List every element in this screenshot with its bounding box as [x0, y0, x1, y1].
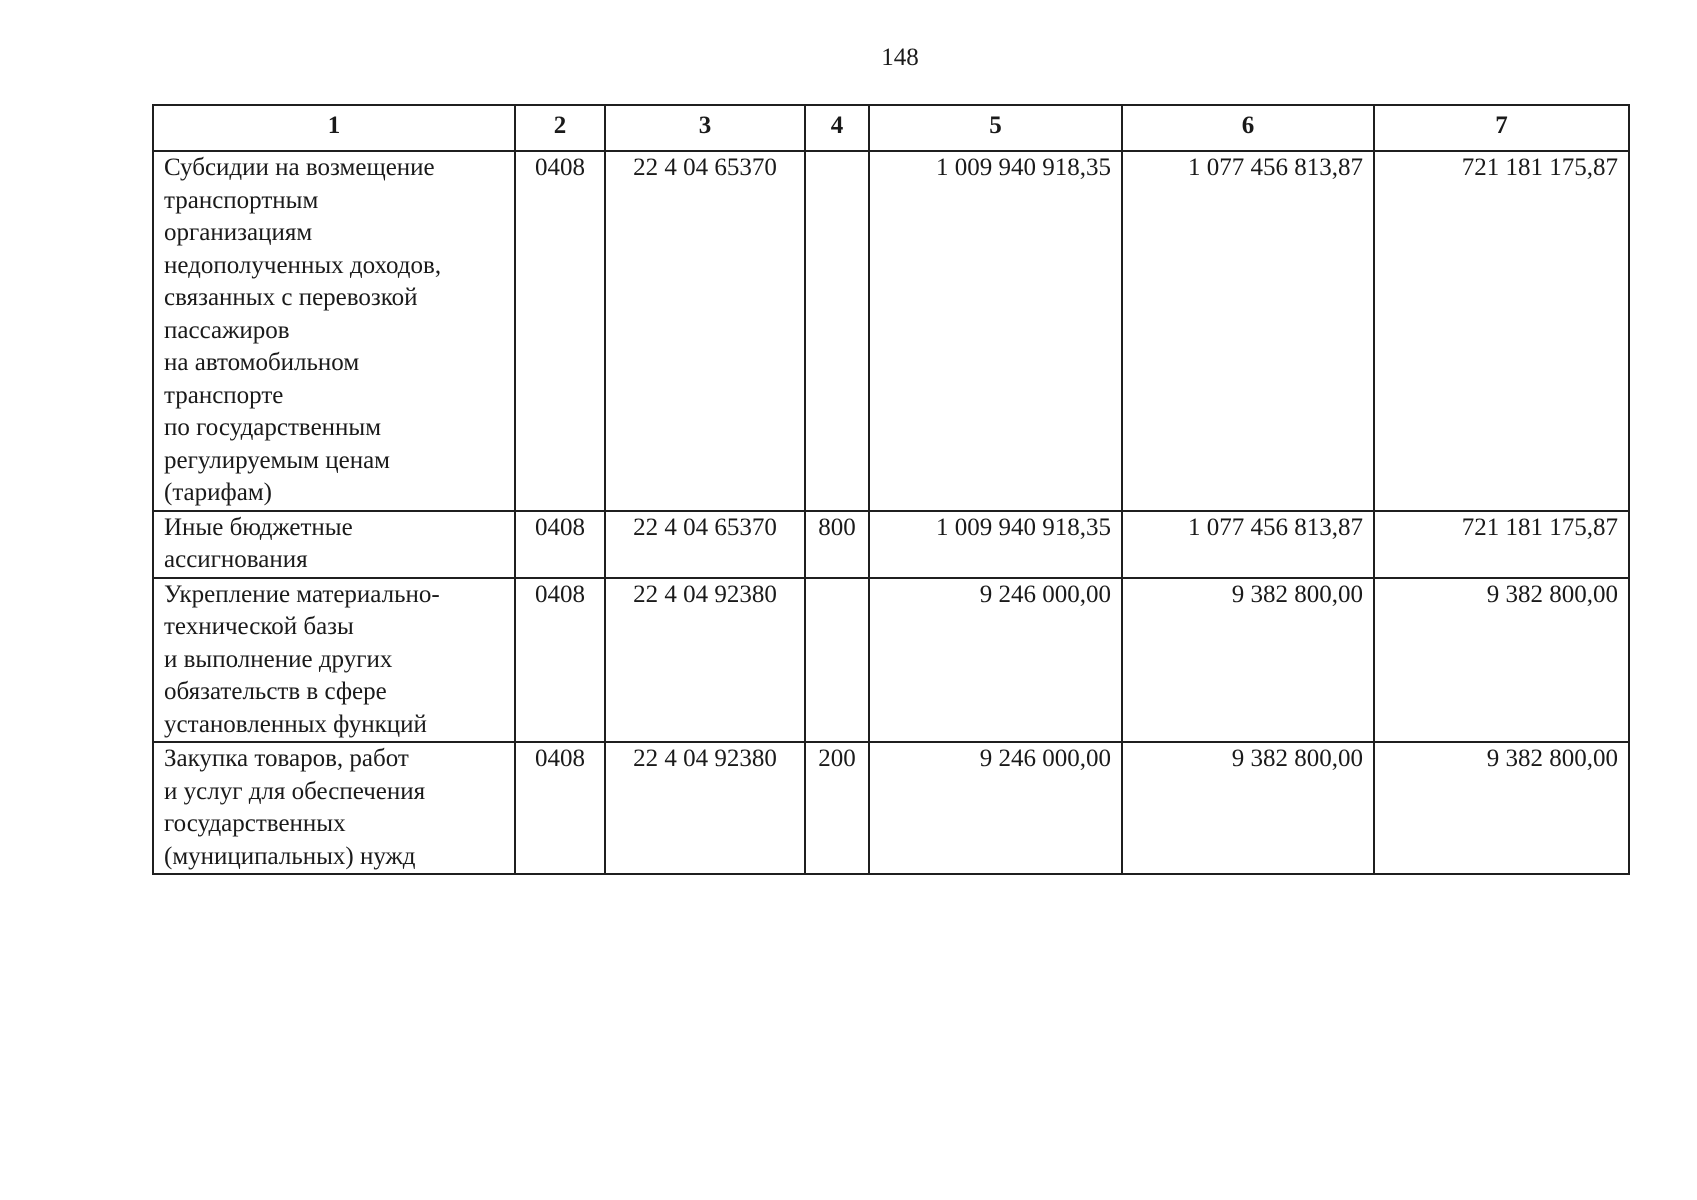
amount-column-6: 9 382 800,00 — [1122, 578, 1374, 743]
amount-column-5: 1 009 940 918,35 — [869, 511, 1122, 578]
amount-column-5: 9 246 000,00 — [869, 742, 1122, 874]
table-row — [153, 742, 1629, 874]
column-header-2: 2 — [515, 105, 605, 151]
expense-kind-code — [805, 151, 869, 511]
expense-kind-code — [805, 578, 869, 743]
section-code: 0408 — [515, 578, 605, 743]
row-name-cell — [153, 742, 515, 874]
column-header-6: 6 — [1122, 105, 1374, 151]
target-article-code: 22 4 04 92380 — [605, 578, 805, 743]
target-article-code: 22 4 04 65370 — [605, 151, 805, 511]
row-name-cell — [153, 151, 515, 511]
table-header-row — [153, 105, 1629, 151]
target-article-code: 22 4 04 92380 — [605, 742, 805, 874]
amount-column-5: 1 009 940 918,35 — [869, 151, 1122, 511]
row-name-cell — [153, 578, 515, 743]
row-name: Закупка товаров, работ и услуг для обеспечения государственных (муниципальных) нужд — [164, 745, 426, 870]
section-code: 0408 — [515, 742, 605, 874]
expense-kind-code: 200 — [805, 742, 869, 874]
amount-column-7: 721 181 175,87 — [1374, 151, 1629, 511]
column-header-7: 7 — [1374, 105, 1629, 151]
amount-column-7: 9 382 800,00 — [1374, 578, 1629, 743]
column-header-4: 4 — [805, 105, 869, 151]
amount-column-6: 1 077 456 813,87 — [1122, 151, 1374, 511]
column-header-3: 3 — [605, 105, 805, 151]
table-row — [153, 578, 1629, 743]
amount-column-6: 9 382 800,00 — [1122, 742, 1374, 874]
budget-table-container — [152, 104, 1628, 875]
table-row — [153, 151, 1629, 511]
amount-column-5: 9 246 000,00 — [869, 578, 1122, 743]
section-code: 0408 — [515, 151, 605, 511]
column-header-1: 1 — [153, 105, 515, 151]
row-name: Субсидии на возмещение транспортным организациям недополученных доходов, связанных с перевозкой пассажиров на автомобильном транспорте по государственным регулируемым ценам (тарифам) — [164, 154, 442, 506]
row-name: Иные бюджетные ассигнования — [164, 513, 353, 573]
target-article-code: 22 4 04 65370 — [605, 511, 805, 578]
amount-column-6: 1 077 456 813,87 — [1122, 511, 1374, 578]
section-code: 0408 — [515, 511, 605, 578]
expense-kind-code: 800 — [805, 511, 869, 578]
column-header-5: 5 — [869, 105, 1122, 151]
row-name-cell — [153, 511, 515, 578]
amount-column-7: 721 181 175,87 — [1374, 511, 1629, 578]
budget-table — [152, 104, 1630, 875]
page-number-text: 148 — [881, 44, 919, 71]
page-number — [0, 44, 1697, 72]
table-row — [153, 511, 1629, 578]
amount-column-7: 9 382 800,00 — [1374, 742, 1629, 874]
row-name: Укрепление материально- технической базы и выполнение других обязательств в сфере установленных функций — [164, 580, 440, 738]
